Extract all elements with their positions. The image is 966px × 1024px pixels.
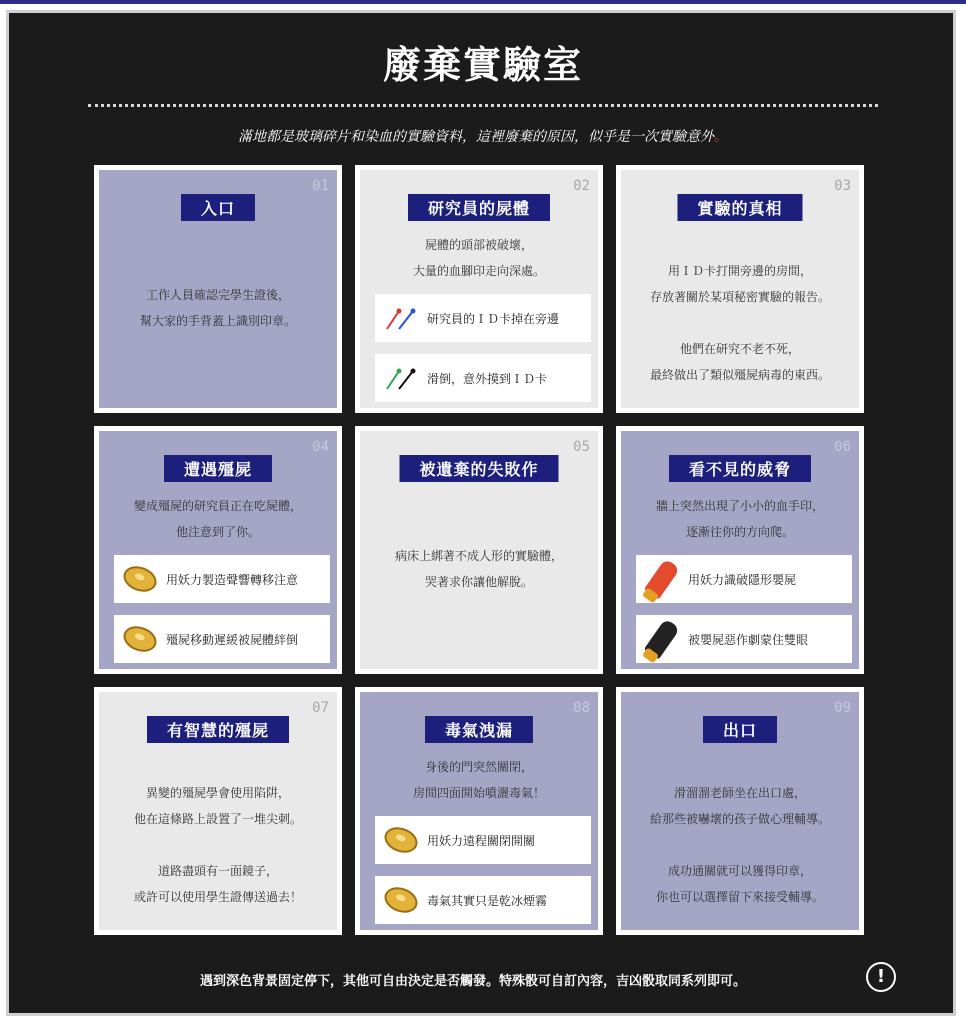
card-number: 06 [834,439,851,455]
option-2[interactable]: 殭屍移動遲緩被屍體絆倒 [114,615,330,663]
option-2[interactable]: 被嬰屍惡作劇蒙住雙眼 [636,615,852,663]
card-title: 被遺棄的失敗作 [399,455,558,482]
card-number: 08 [573,700,590,716]
black-talisman-icon [636,615,688,663]
option-1[interactable]: 用妖力製造聲響轉移注意 [114,555,330,603]
red-talisman-icon [636,555,688,603]
card-description: 滑溜溜老師坐在出口處， 給那些被嚇壞的孩子做心理輔導。 成功通關就可以獲得印章， 你也可以選擇留下來接受輔導。 [649,786,830,904]
card-title: 出口 [703,716,777,743]
dotted-divider [88,104,878,107]
option-1[interactable]: 研究員的ＩＤ卡掉在旁邊 [375,294,591,342]
card-number: 01 [312,178,329,194]
card-09 [616,687,864,935]
option-1[interactable]: 用妖力遠程關閉開關 [375,816,591,864]
card-title: 入口 [181,194,255,221]
card-title: 實驗的真相 [677,194,802,221]
coin-icon [114,555,166,603]
footer-note: 遇到深色背景固定停下，其他可自由決定是否觸發。特殊骰可自訂內容，吉凶骰取同系列即可。 [200,974,747,989]
card-description: 屍體的頭部被破壞， 大量的血腳印走向深處。 [412,238,545,278]
card-07 [94,687,342,935]
card-01 [94,165,342,413]
card-05 [355,426,603,674]
card-description: 病床上綁著不成人形的實驗體， 哭著求你讓他解脫。 [394,549,563,589]
card-number: 03 [834,178,851,194]
card-number: 04 [312,439,329,455]
card-description: 身後的門突然關閉， 房間四面開始噴灑毒氣！ [412,760,545,800]
card-number: 07 [312,700,329,716]
card-02 [355,165,603,413]
card-description: 工作人員確認完學生證後， 幫大家的手背蓋上識別印章。 [139,288,296,328]
card-08 [355,687,603,935]
coin-icon [375,816,427,864]
card-title: 看不見的威脅 [669,455,811,482]
green-black-pins-icon [375,354,427,402]
coin-icon [114,615,166,663]
red-blue-pins-icon [375,294,427,342]
card-number: 05 [573,439,590,455]
option-2[interactable]: 毒氣其實只是乾冰煙霧 [375,876,591,924]
card-title: 有智慧的殭屍 [147,716,289,743]
card-description: 變成殭屍的研究員正在吃屍體， 他注意到了你。 [133,499,302,539]
card-title: 毒氣洩漏 [425,716,533,743]
option-1[interactable]: 用妖力識破隱形嬰屍 [636,555,852,603]
option-2[interactable]: 滑倒，意外摸到ＩＤ卡 [375,354,591,402]
card-title: 遭遇殭屍 [164,455,272,482]
alert-icon: ! [866,962,896,992]
top-accent-bar [0,0,966,4]
card-03 [616,165,864,413]
card-description: 異變的殭屍學會使用陷阱， 他在這條路上設置了一堆尖刺。 道路盡頭有一面鏡子， 或許可以使用學生證傳送過去！ [133,786,302,904]
card-04 [94,426,342,674]
card-description: 用ＩＤ卡打開旁邊的房間， 存放著關於某項秘密實驗的報告。 他們在研究不老不死， 最終做出了類似殭屍病毒的東西。 [649,264,830,382]
card-number: 09 [834,700,851,716]
subtitle: 滿地都是玻璃碎片和染血的實驗資料，這裡廢棄的原因，似乎是一次實驗意外。 [238,129,728,145]
page-title: 廢棄實驗室 [382,43,583,87]
card-title: 研究員的屍體 [408,194,550,221]
card-number: 02 [573,178,590,194]
coin-icon [375,876,427,924]
card-description: 牆上突然出現了小小的血手印， 逐漸往你的方向爬。 [655,499,824,539]
card-06 [616,426,864,674]
